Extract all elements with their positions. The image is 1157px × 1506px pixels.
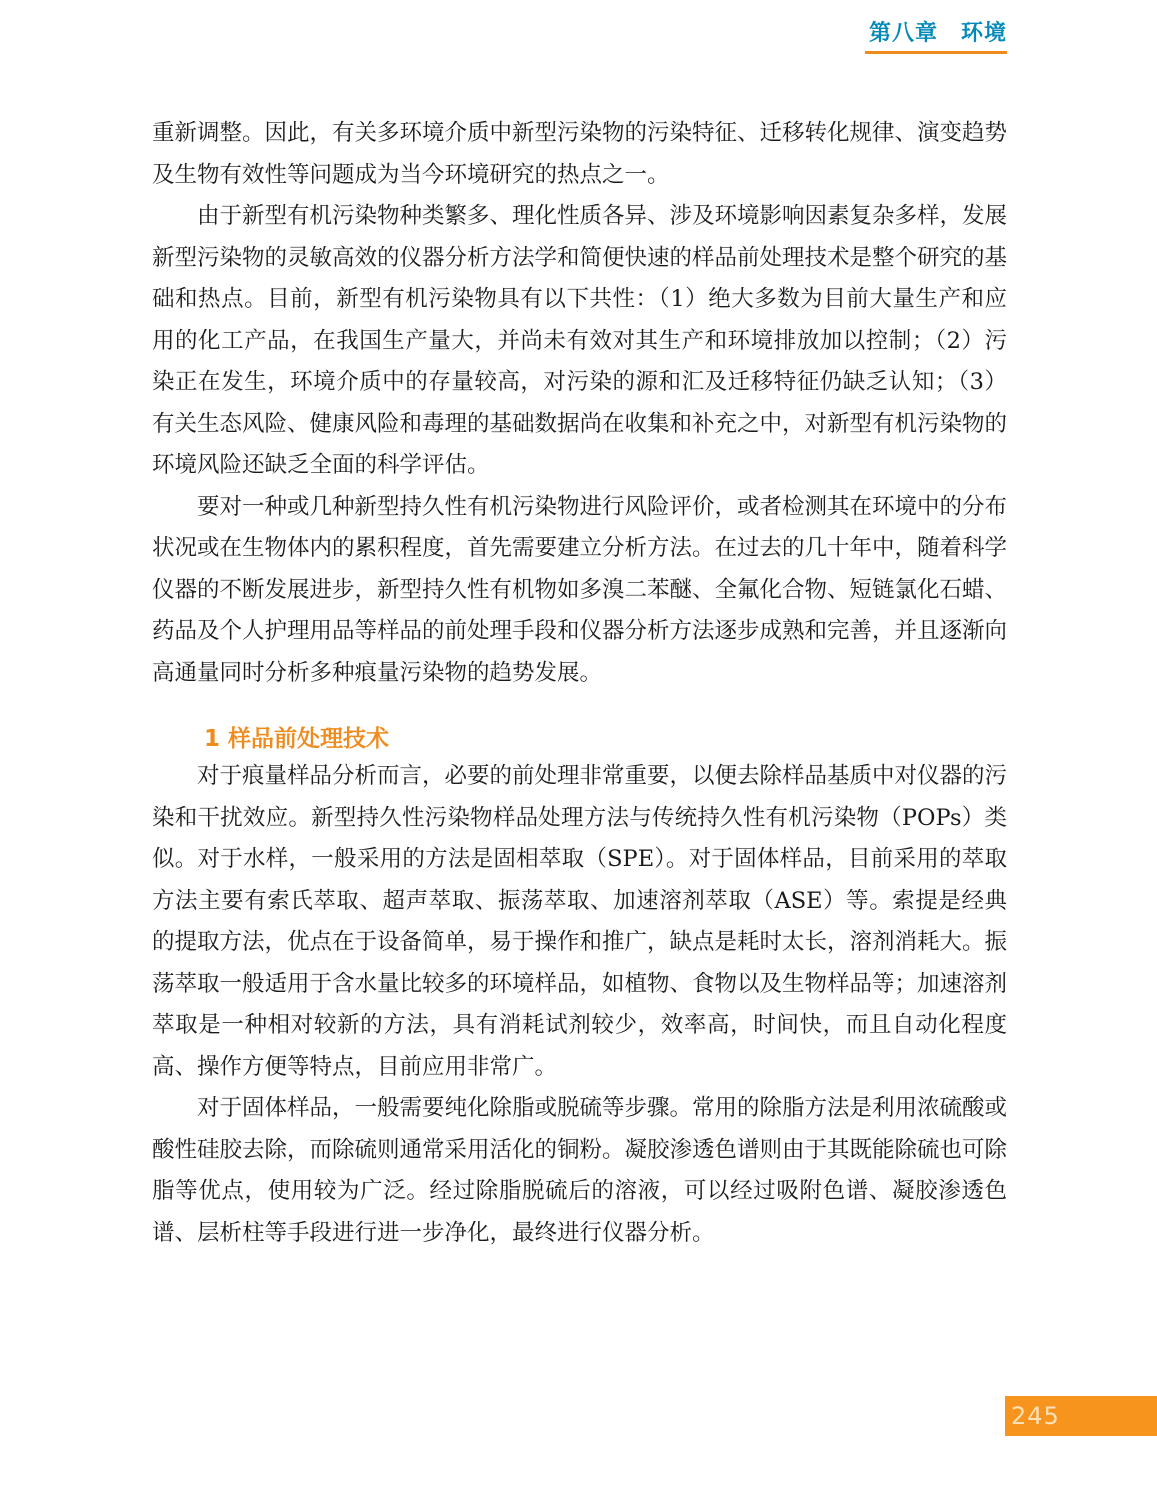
running-header: [865, 16, 1007, 54]
page-number: 245: [1011, 1402, 1060, 1430]
paragraph: 要对一种或几种新型持久性有机污染物进行风险评价，或者检测其在环境中的分布状况或在生物体内的累积程度，首先需要建立分析方法。在过去的几十年中，随着科学仪器的不断发展进步，新型持久性有机物如多溴二苯醚、全氟化合物、短链氯化石蜡、药品及个人护理用品等样品的前处理手段和仪器分析方法逐步成熟和完善，并且逐渐向高通量同时分析多种痕量污染物的趋势发展。: [152, 493, 1008, 686]
page-body: [152, 113, 1007, 1254]
header-underline: [865, 51, 1007, 54]
paragraph: 对于固体样品，一般需要纯化除脂或脱硫等步骤。常用的除脂方法是利用浓硫酸或酸性硅胶去除，而除硫则通常采用活化的铜粉。凝胶渗透色谱则由于其既能除硫也可除脂等优点，使用较为广泛。经过除脂脱硫后的溶液，可以经过吸附色谱、凝胶渗透色谱、层析柱等手段进行进一步净化，最终进行仪器分析。: [152, 1095, 1008, 1246]
paragraph: 对于痕量样品分析而言，必要的前处理非常重要，以便去除样品基质中对仪器的污染和干扰效应。新型持久性污染物样品处理方法与传统持久性有机污染物（POPs）类似。对于水样，一般采用的方法是固相萃取（SPE）。对于固体样品，目前采用的萃取方法主要有索氏萃取、超声萃取、振荡萃取、加速溶剂萃取（ASE）等。索提是经典的提取方法，优点在于设备简单，易于操作和推广，缺点是耗时太长，溶剂消耗大。振荡萃取一般适用于含水量比较多的环境样品，如植物、食物以及生物样品等；加速溶剂萃取是一种相对较新的方法，具有消耗试剂较少，效率高，时间快，而且自动化程度高、操作方便等特点，目前应用非常广。: [152, 763, 1008, 1080]
paragraph-continued: 重新调整。因此，有关多环境介质中新型污染物的污染特征、迁移转化规律、演变趋势及生物有效性等问题成为当今环境研究的热点之一。: [152, 120, 1008, 188]
paragraph: 由于新型有机污染物种类繁多、理化性质各异、涉及环境影响因素复杂多样，发展新型污染物的灵敏高效的仪器分析方法学和简便快速的样品前处理技术是整个研究的基础和热点。目前，新型有机污染物具有以下共性：（1）绝大多数为目前大量生产和应用的化工产品，在我国生产量大，并尚未有效对其生产和环境排放加以控制；（2）污染正在发生，环境介质中的存量较高，对污染的源和汇及迁移特征仍缺乏认知；（3）有关生态风险、健康风险和毒理的基础数据尚在收集和补充之中，对新型有机污染物的环境风险还缺乏全面的科学评估。: [152, 203, 1008, 478]
section-heading: 1 样品前处理技术: [204, 726, 390, 752]
chapter-title: 第八章 环境: [868, 21, 1007, 46]
page-number-box: [1005, 1396, 1157, 1436]
